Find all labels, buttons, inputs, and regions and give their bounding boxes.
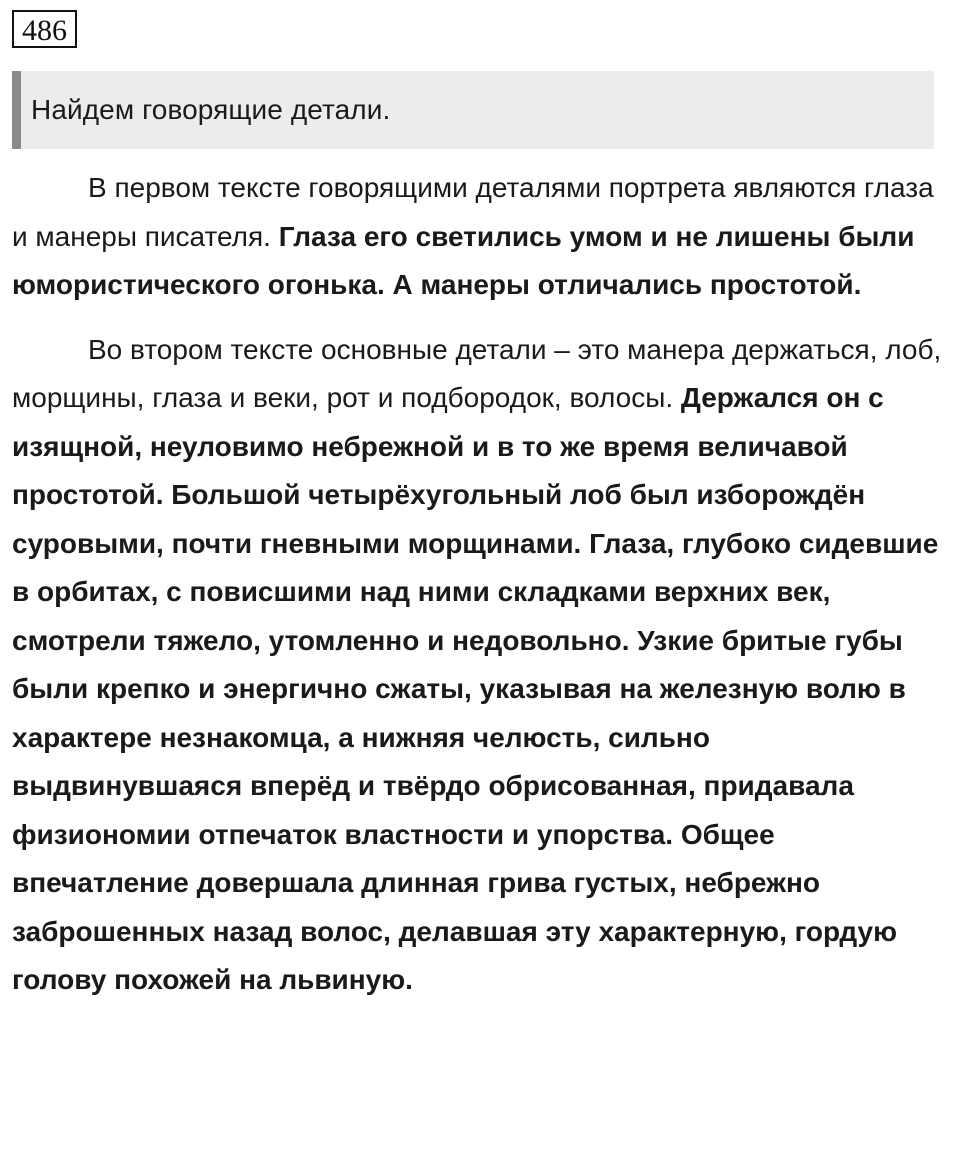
paragraph-2-bold: Держался он с изящной, неуловимо небрежной и в то же время величавой простотой. Большой четырёхугольный лоб был изборождён суровыми, почти гневными морщинами. Глаза, глубоко сидевшие в орбитах, с повисшими над ними складками верхних век, смотрели тяжело, утомленно и недовольно. Узкие бритые губы были крепко и энергично сжаты, указывая на железную волю в характере незнакомца, а нижняя челюсть, сильно выдвинувшаяся вперёд и твёрдо обрисованная, придавала физиономии отпечаток властности и упорства. Общее впечатление довершала длинная грива густых, небрежно заброшенных назад волос, делавшая эту характерную, гордую голову похожей на львиную. <box>12 382 939 995</box>
task-number: 486 <box>22 14 67 47</box>
answer-body <box>12 164 942 1021</box>
paragraph-second-text <box>12 326 942 1005</box>
paragraph-first-text <box>12 164 942 310</box>
paragraph-1-normal: В первом тексте говорящими деталями портрета являются глаза и манеры писателя. <box>12 172 934 252</box>
callout-box <box>12 71 934 149</box>
task-number-box <box>12 10 77 48</box>
callout-text: Найдем говорящие детали. <box>31 94 391 125</box>
paragraph-2-normal: Во втором тексте основные детали – это манера держаться, лоб, морщины, глаза и веки, рот и подбородок, волосы. <box>12 333 942 413</box>
paragraph-1-bold: Глаза его светились умом и не лишены были юмористического огонька. А манеры отличались простотой. <box>12 220 915 300</box>
